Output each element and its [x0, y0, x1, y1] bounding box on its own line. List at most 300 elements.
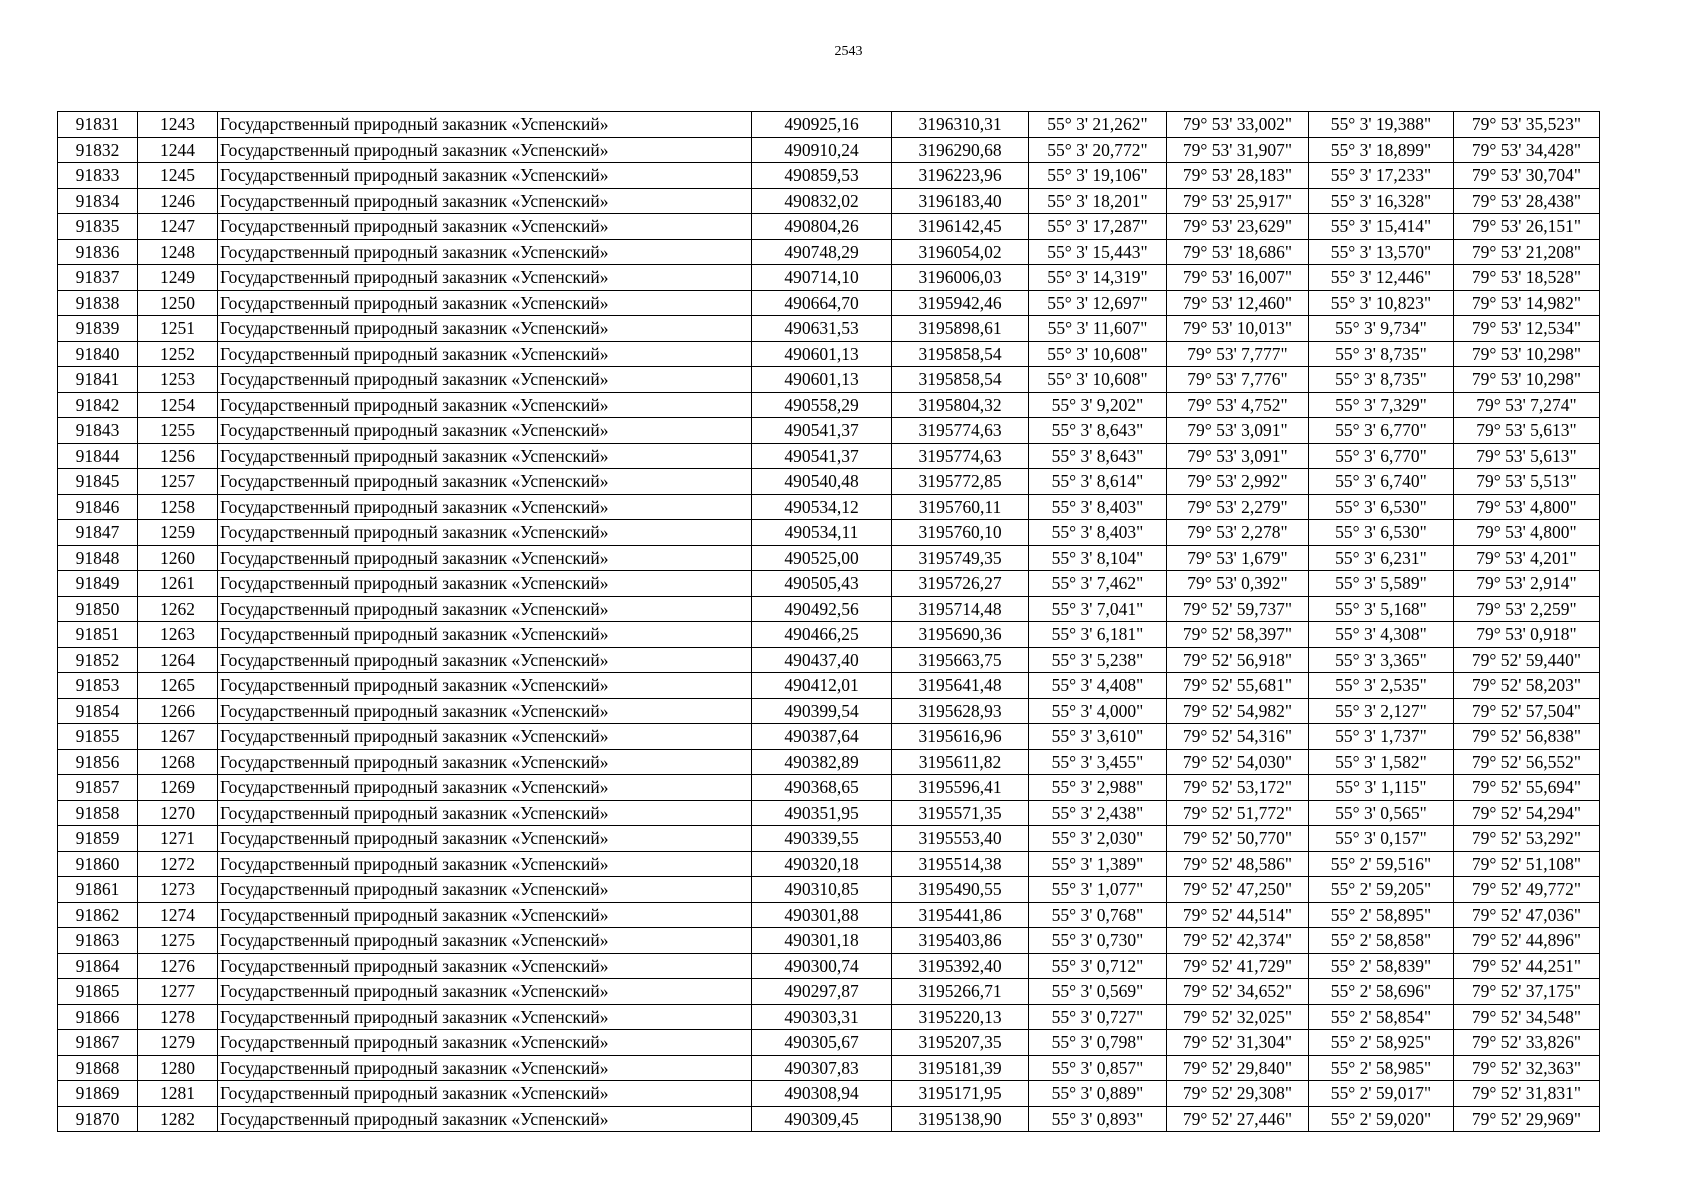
longitude-1-cell: 79° 53' 3,091": [1167, 418, 1309, 444]
row-id-cell: 91861: [58, 877, 138, 903]
latitude-2-cell: 55° 3' 17,233": [1309, 163, 1454, 189]
longitude-2-cell: 79° 52' 44,251": [1454, 953, 1600, 979]
latitude-1-cell: 55° 3' 7,462": [1029, 571, 1167, 597]
object-name-cell: Государственный природный заказник «Успенский»: [218, 1030, 752, 1056]
longitude-2-cell: 79° 53' 5,513": [1454, 469, 1600, 495]
row-id-cell: 91832: [58, 137, 138, 163]
longitude-1-cell: 79° 52' 44,514": [1167, 902, 1309, 928]
object-name-cell: Государственный природный заказник «Успенский»: [218, 647, 752, 673]
longitude-2-cell: 79° 53' 34,428": [1454, 137, 1600, 163]
longitude-2-cell: 79° 52' 33,826": [1454, 1030, 1600, 1056]
x-coordinate-cell: 490351,95: [752, 800, 892, 826]
point-number-cell: 1282: [138, 1106, 218, 1132]
latitude-2-cell: 55° 2' 59,020": [1309, 1106, 1454, 1132]
latitude-1-cell: 55° 3' 0,712": [1029, 953, 1167, 979]
latitude-2-cell: 55° 3' 5,168": [1309, 596, 1454, 622]
table-row: [58, 698, 1600, 724]
latitude-2-cell: 55° 3' 19,388": [1309, 112, 1454, 138]
x-coordinate-cell: 490437,40: [752, 647, 892, 673]
longitude-1-cell: 79° 52' 32,025": [1167, 1004, 1309, 1030]
table-row: [58, 724, 1600, 750]
latitude-1-cell: 55° 3' 0,768": [1029, 902, 1167, 928]
latitude-1-cell: 55° 3' 0,730": [1029, 928, 1167, 954]
latitude-1-cell: 55° 3' 8,403": [1029, 494, 1167, 520]
row-id-cell: 91834: [58, 188, 138, 214]
table-row: [58, 520, 1600, 546]
table-row: [58, 1055, 1600, 1081]
longitude-1-cell: 79° 53' 16,007": [1167, 265, 1309, 291]
latitude-2-cell: 55° 2' 58,854": [1309, 1004, 1454, 1030]
y-coordinate-cell: 3195858,54: [892, 367, 1029, 393]
object-name-cell: Государственный природный заказник «Успенский»: [218, 188, 752, 214]
longitude-2-cell: 79° 52' 57,504": [1454, 698, 1600, 724]
point-number-cell: 1243: [138, 112, 218, 138]
table-row: [58, 622, 1600, 648]
longitude-2-cell: 79° 53' 10,298": [1454, 341, 1600, 367]
point-number-cell: 1253: [138, 367, 218, 393]
point-number-cell: 1268: [138, 749, 218, 775]
latitude-1-cell: 55° 3' 9,202": [1029, 392, 1167, 418]
object-name-cell: Государственный природный заказник «Успенский»: [218, 1081, 752, 1107]
x-coordinate-cell: 490308,94: [752, 1081, 892, 1107]
point-number-cell: 1276: [138, 953, 218, 979]
x-coordinate-cell: 490466,25: [752, 622, 892, 648]
row-id-cell: 91847: [58, 520, 138, 546]
latitude-1-cell: 55° 3' 2,030": [1029, 826, 1167, 852]
y-coordinate-cell: 3195774,63: [892, 443, 1029, 469]
x-coordinate-cell: 490804,26: [752, 214, 892, 240]
point-number-cell: 1269: [138, 775, 218, 801]
y-coordinate-cell: 3196142,45: [892, 214, 1029, 240]
row-id-cell: 91842: [58, 392, 138, 418]
latitude-1-cell: 55° 3' 0,893": [1029, 1106, 1167, 1132]
x-coordinate-cell: 490910,24: [752, 137, 892, 163]
latitude-2-cell: 55° 3' 4,308": [1309, 622, 1454, 648]
latitude-2-cell: 55° 2' 58,985": [1309, 1055, 1454, 1081]
point-number-cell: 1262: [138, 596, 218, 622]
latitude-2-cell: 55° 2' 59,516": [1309, 851, 1454, 877]
latitude-2-cell: 55° 3' 6,530": [1309, 520, 1454, 546]
longitude-1-cell: 79° 53' 1,679": [1167, 545, 1309, 571]
longitude-1-cell: 79° 53' 25,917": [1167, 188, 1309, 214]
row-id-cell: 91863: [58, 928, 138, 954]
object-name-cell: Государственный природный заказник «Успенский»: [218, 469, 752, 495]
object-name-cell: Государственный природный заказник «Успенский»: [218, 265, 752, 291]
longitude-2-cell: 79° 53' 2,914": [1454, 571, 1600, 597]
longitude-2-cell: 79° 53' 10,298": [1454, 367, 1600, 393]
latitude-2-cell: 55° 3' 1,582": [1309, 749, 1454, 775]
point-number-cell: 1255: [138, 418, 218, 444]
row-id-cell: 91860: [58, 851, 138, 877]
latitude-1-cell: 55° 3' 0,798": [1029, 1030, 1167, 1056]
object-name-cell: Государственный природный заказник «Успенский»: [218, 316, 752, 342]
longitude-1-cell: 79° 53' 2,279": [1167, 494, 1309, 520]
latitude-1-cell: 55° 3' 8,403": [1029, 520, 1167, 546]
longitude-2-cell: 79° 52' 54,294": [1454, 800, 1600, 826]
latitude-1-cell: 55° 3' 10,608": [1029, 341, 1167, 367]
row-id-cell: 91866: [58, 1004, 138, 1030]
x-coordinate-cell: 490859,53: [752, 163, 892, 189]
x-coordinate-cell: 490664,70: [752, 290, 892, 316]
point-number-cell: 1261: [138, 571, 218, 597]
latitude-2-cell: 55° 3' 5,589": [1309, 571, 1454, 597]
latitude-1-cell: 55° 3' 10,608": [1029, 367, 1167, 393]
y-coordinate-cell: 3195441,86: [892, 902, 1029, 928]
longitude-1-cell: 79° 52' 51,772": [1167, 800, 1309, 826]
latitude-1-cell: 55° 3' 11,607": [1029, 316, 1167, 342]
y-coordinate-cell: 3195171,95: [892, 1081, 1029, 1107]
longitude-2-cell: 79° 53' 35,523": [1454, 112, 1600, 138]
y-coordinate-cell: 3196054,02: [892, 239, 1029, 265]
latitude-1-cell: 55° 3' 3,610": [1029, 724, 1167, 750]
longitude-2-cell: 79° 52' 53,292": [1454, 826, 1600, 852]
table-row: [58, 239, 1600, 265]
x-coordinate-cell: 490303,31: [752, 1004, 892, 1030]
y-coordinate-cell: 3195942,46: [892, 290, 1029, 316]
latitude-2-cell: 55° 3' 13,570": [1309, 239, 1454, 265]
point-number-cell: 1259: [138, 520, 218, 546]
table-row: [58, 953, 1600, 979]
longitude-2-cell: 79° 52' 44,896": [1454, 928, 1600, 954]
table-row: [58, 494, 1600, 520]
point-number-cell: 1250: [138, 290, 218, 316]
longitude-1-cell: 79° 53' 12,460": [1167, 290, 1309, 316]
x-coordinate-cell: 490412,01: [752, 673, 892, 699]
longitude-1-cell: 79° 52' 47,250": [1167, 877, 1309, 903]
x-coordinate-cell: 490505,43: [752, 571, 892, 597]
latitude-1-cell: 55° 3' 0,569": [1029, 979, 1167, 1005]
y-coordinate-cell: 3195207,35: [892, 1030, 1029, 1056]
y-coordinate-cell: 3195553,40: [892, 826, 1029, 852]
latitude-1-cell: 55° 3' 4,408": [1029, 673, 1167, 699]
x-coordinate-cell: 490601,13: [752, 367, 892, 393]
longitude-2-cell: 79° 53' 7,274": [1454, 392, 1600, 418]
page-number: 2543: [834, 44, 863, 59]
x-coordinate-cell: 490320,18: [752, 851, 892, 877]
latitude-2-cell: 55° 3' 18,899": [1309, 137, 1454, 163]
y-coordinate-cell: 3196183,40: [892, 188, 1029, 214]
x-coordinate-cell: 490540,48: [752, 469, 892, 495]
table-row: [58, 545, 1600, 571]
table-row: [58, 800, 1600, 826]
y-coordinate-cell: 3195714,48: [892, 596, 1029, 622]
row-id-cell: 91858: [58, 800, 138, 826]
object-name-cell: Государственный природный заказник «Успенский»: [218, 571, 752, 597]
y-coordinate-cell: 3195490,55: [892, 877, 1029, 903]
object-name-cell: Государственный природный заказник «Успенский»: [218, 163, 752, 189]
y-coordinate-cell: 3195663,75: [892, 647, 1029, 673]
x-coordinate-cell: 490925,16: [752, 112, 892, 138]
table-row: [58, 1030, 1600, 1056]
object-name-cell: Государственный природный заказник «Успенский»: [218, 877, 752, 903]
point-number-cell: 1274: [138, 902, 218, 928]
y-coordinate-cell: 3195596,41: [892, 775, 1029, 801]
point-number-cell: 1244: [138, 137, 218, 163]
object-name-cell: Государственный природный заказник «Успенский»: [218, 622, 752, 648]
object-name-cell: Государственный природный заказник «Успенский»: [218, 545, 752, 571]
point-number-cell: 1271: [138, 826, 218, 852]
longitude-1-cell: 79° 53' 10,013": [1167, 316, 1309, 342]
x-coordinate-cell: 490534,12: [752, 494, 892, 520]
latitude-1-cell: 55° 3' 0,727": [1029, 1004, 1167, 1030]
longitude-2-cell: 79° 53' 14,982": [1454, 290, 1600, 316]
latitude-2-cell: 55° 2' 58,858": [1309, 928, 1454, 954]
object-name-cell: Государственный природный заказник «Успенский»: [218, 902, 752, 928]
point-number-cell: 1246: [138, 188, 218, 214]
longitude-1-cell: 79° 52' 55,681": [1167, 673, 1309, 699]
latitude-1-cell: 55° 3' 7,041": [1029, 596, 1167, 622]
table-row: [58, 749, 1600, 775]
y-coordinate-cell: 3195628,93: [892, 698, 1029, 724]
latitude-2-cell: 55° 3' 1,115": [1309, 775, 1454, 801]
x-coordinate-cell: 490399,54: [752, 698, 892, 724]
object-name-cell: Государственный природный заказник «Успенский»: [218, 928, 752, 954]
latitude-2-cell: 55° 3' 6,530": [1309, 494, 1454, 520]
table-row: [58, 469, 1600, 495]
x-coordinate-cell: 490368,65: [752, 775, 892, 801]
latitude-1-cell: 55° 3' 3,455": [1029, 749, 1167, 775]
x-coordinate-cell: 490301,88: [752, 902, 892, 928]
longitude-2-cell: 79° 53' 5,613": [1454, 443, 1600, 469]
row-id-cell: 91837: [58, 265, 138, 291]
object-name-cell: Государственный природный заказник «Успенский»: [218, 1004, 752, 1030]
x-coordinate-cell: 490714,10: [752, 265, 892, 291]
longitude-2-cell: 79° 53' 26,151": [1454, 214, 1600, 240]
latitude-2-cell: 55° 3' 6,770": [1309, 443, 1454, 469]
longitude-1-cell: 79° 52' 54,316": [1167, 724, 1309, 750]
y-coordinate-cell: 3195898,61: [892, 316, 1029, 342]
object-name-cell: Государственный природный заказник «Успенский»: [218, 214, 752, 240]
longitude-1-cell: 79° 52' 58,397": [1167, 622, 1309, 648]
y-coordinate-cell: 3195641,48: [892, 673, 1029, 699]
table-row: [58, 367, 1600, 393]
table-row: [58, 673, 1600, 699]
latitude-2-cell: 55° 2' 58,696": [1309, 979, 1454, 1005]
latitude-1-cell: 55° 3' 1,077": [1029, 877, 1167, 903]
latitude-2-cell: 55° 3' 15,414": [1309, 214, 1454, 240]
row-id-cell: 91843: [58, 418, 138, 444]
point-number-cell: 1264: [138, 647, 218, 673]
x-coordinate-cell: 490492,56: [752, 596, 892, 622]
row-id-cell: 91844: [58, 443, 138, 469]
row-id-cell: 91848: [58, 545, 138, 571]
latitude-2-cell: 55° 2' 59,017": [1309, 1081, 1454, 1107]
table-row: [58, 826, 1600, 852]
row-id-cell: 91851: [58, 622, 138, 648]
latitude-2-cell: 55° 2' 59,205": [1309, 877, 1454, 903]
row-id-cell: 91853: [58, 673, 138, 699]
point-number-cell: 1279: [138, 1030, 218, 1056]
y-coordinate-cell: 3195220,13: [892, 1004, 1029, 1030]
latitude-2-cell: 55° 2' 58,839": [1309, 953, 1454, 979]
longitude-1-cell: 79° 52' 59,737": [1167, 596, 1309, 622]
longitude-2-cell: 79° 53' 4,800": [1454, 494, 1600, 520]
x-coordinate-cell: 490382,89: [752, 749, 892, 775]
row-id-cell: 91841: [58, 367, 138, 393]
latitude-2-cell: 55° 3' 12,446": [1309, 265, 1454, 291]
row-id-cell: 91838: [58, 290, 138, 316]
longitude-1-cell: 79° 53' 31,907": [1167, 137, 1309, 163]
latitude-1-cell: 55° 3' 12,697": [1029, 290, 1167, 316]
point-number-cell: 1260: [138, 545, 218, 571]
row-id-cell: 91839: [58, 316, 138, 342]
longitude-2-cell: 79° 53' 4,201": [1454, 545, 1600, 571]
table-row: [58, 112, 1600, 138]
longitude-2-cell: 79° 53' 21,208": [1454, 239, 1600, 265]
object-name-cell: Государственный природный заказник «Успенский»: [218, 341, 752, 367]
x-coordinate-cell: 490534,11: [752, 520, 892, 546]
latitude-2-cell: 55° 3' 6,740": [1309, 469, 1454, 495]
row-id-cell: 91857: [58, 775, 138, 801]
latitude-1-cell: 55° 3' 6,181": [1029, 622, 1167, 648]
table-row: [58, 877, 1600, 903]
table-row: [58, 392, 1600, 418]
point-number-cell: 1267: [138, 724, 218, 750]
row-id-cell: 91833: [58, 163, 138, 189]
table-row: [58, 775, 1600, 801]
longitude-2-cell: 79° 53' 2,259": [1454, 596, 1600, 622]
object-name-cell: Государственный природный заказник «Успенский»: [218, 1055, 752, 1081]
x-coordinate-cell: 490297,87: [752, 979, 892, 1005]
latitude-1-cell: 55° 3' 21,262": [1029, 112, 1167, 138]
point-number-cell: 1254: [138, 392, 218, 418]
y-coordinate-cell: 3195774,63: [892, 418, 1029, 444]
latitude-1-cell: 55° 3' 18,201": [1029, 188, 1167, 214]
point-number-cell: 1249: [138, 265, 218, 291]
object-name-cell: Государственный природный заказник «Успенский»: [218, 443, 752, 469]
latitude-2-cell: 55° 2' 58,895": [1309, 902, 1454, 928]
longitude-2-cell: 79° 52' 31,831": [1454, 1081, 1600, 1107]
x-coordinate-cell: 490301,18: [752, 928, 892, 954]
y-coordinate-cell: 3195772,85: [892, 469, 1029, 495]
y-coordinate-cell: 3196006,03: [892, 265, 1029, 291]
point-number-cell: 1277: [138, 979, 218, 1005]
table-row: [58, 188, 1600, 214]
longitude-2-cell: 79° 53' 30,704": [1454, 163, 1600, 189]
y-coordinate-cell: 3195726,27: [892, 571, 1029, 597]
x-coordinate-cell: 490525,00: [752, 545, 892, 571]
point-number-cell: 1248: [138, 239, 218, 265]
longitude-2-cell: 79° 52' 29,969": [1454, 1106, 1600, 1132]
longitude-2-cell: 79° 53' 28,438": [1454, 188, 1600, 214]
longitude-1-cell: 79° 52' 34,652": [1167, 979, 1309, 1005]
latitude-2-cell: 55° 3' 3,365": [1309, 647, 1454, 673]
y-coordinate-cell: 3196223,96: [892, 163, 1029, 189]
table-row: [58, 418, 1600, 444]
longitude-1-cell: 79° 53' 7,776": [1167, 367, 1309, 393]
longitude-2-cell: 79° 53' 0,918": [1454, 622, 1600, 648]
longitude-1-cell: 79° 52' 48,586": [1167, 851, 1309, 877]
point-number-cell: 1251: [138, 316, 218, 342]
row-id-cell: 91831: [58, 112, 138, 138]
object-name-cell: Государственный природный заказник «Успенский»: [218, 673, 752, 699]
x-coordinate-cell: 490305,67: [752, 1030, 892, 1056]
object-name-cell: Государственный природный заказник «Успенский»: [218, 418, 752, 444]
longitude-1-cell: 79° 52' 41,729": [1167, 953, 1309, 979]
longitude-2-cell: 79° 53' 12,534": [1454, 316, 1600, 342]
longitude-2-cell: 79° 52' 47,036": [1454, 902, 1600, 928]
longitude-1-cell: 79° 52' 31,304": [1167, 1030, 1309, 1056]
x-coordinate-cell: 490541,37: [752, 443, 892, 469]
longitude-1-cell: 79° 53' 7,777": [1167, 341, 1309, 367]
table-row: [58, 265, 1600, 291]
latitude-2-cell: 55° 3' 6,770": [1309, 418, 1454, 444]
longitude-1-cell: 79° 52' 54,982": [1167, 698, 1309, 724]
latitude-2-cell: 55° 3' 16,328": [1309, 188, 1454, 214]
y-coordinate-cell: 3195616,96: [892, 724, 1029, 750]
object-name-cell: Государственный природный заказник «Успенский»: [218, 724, 752, 750]
latitude-2-cell: 55° 3' 1,737": [1309, 724, 1454, 750]
object-name-cell: Государственный природный заказник «Успенский»: [218, 1106, 752, 1132]
row-id-cell: 91845: [58, 469, 138, 495]
latitude-1-cell: 55° 3' 8,643": [1029, 443, 1167, 469]
y-coordinate-cell: 3195690,36: [892, 622, 1029, 648]
latitude-1-cell: 55° 3' 17,287": [1029, 214, 1167, 240]
y-coordinate-cell: 3195392,40: [892, 953, 1029, 979]
longitude-1-cell: 79° 52' 29,308": [1167, 1081, 1309, 1107]
latitude-1-cell: 55° 3' 4,000": [1029, 698, 1167, 724]
point-number-cell: 1258: [138, 494, 218, 520]
longitude-1-cell: 79° 52' 53,172": [1167, 775, 1309, 801]
longitude-1-cell: 79° 52' 50,770": [1167, 826, 1309, 852]
object-name-cell: Государственный природный заказник «Успенский»: [218, 851, 752, 877]
longitude-2-cell: 79° 52' 58,203": [1454, 673, 1600, 699]
object-name-cell: Государственный природный заказник «Успенский»: [218, 239, 752, 265]
latitude-2-cell: 55° 3' 0,565": [1309, 800, 1454, 826]
row-id-cell: 91854: [58, 698, 138, 724]
longitude-2-cell: 79° 52' 32,363": [1454, 1055, 1600, 1081]
table-row: [58, 1004, 1600, 1030]
latitude-2-cell: 55° 2' 58,925": [1309, 1030, 1454, 1056]
row-id-cell: 91869: [58, 1081, 138, 1107]
latitude-2-cell: 55° 3' 10,823": [1309, 290, 1454, 316]
longitude-2-cell: 79° 52' 59,440": [1454, 647, 1600, 673]
object-name-cell: Государственный природный заказник «Успенский»: [218, 749, 752, 775]
y-coordinate-cell: 3195760,10: [892, 520, 1029, 546]
x-coordinate-cell: 490748,29: [752, 239, 892, 265]
object-name-cell: Государственный природный заказник «Успенский»: [218, 392, 752, 418]
point-number-cell: 1266: [138, 698, 218, 724]
x-coordinate-cell: 490307,83: [752, 1055, 892, 1081]
latitude-1-cell: 55° 3' 0,889": [1029, 1081, 1167, 1107]
point-number-cell: 1256: [138, 443, 218, 469]
longitude-1-cell: 79° 52' 42,374": [1167, 928, 1309, 954]
longitude-1-cell: 79° 53' 2,278": [1167, 520, 1309, 546]
point-number-cell: 1252: [138, 341, 218, 367]
longitude-2-cell: 79° 52' 49,772": [1454, 877, 1600, 903]
object-name-cell: Государственный природный заказник «Успенский»: [218, 596, 752, 622]
y-coordinate-cell: 3195514,38: [892, 851, 1029, 877]
longitude-2-cell: 79° 53' 5,613": [1454, 418, 1600, 444]
object-name-cell: Государственный природный заказник «Успенский»: [218, 979, 752, 1005]
latitude-1-cell: 55° 3' 8,643": [1029, 418, 1167, 444]
row-id-cell: 91835: [58, 214, 138, 240]
x-coordinate-cell: 490387,64: [752, 724, 892, 750]
table-row: [58, 851, 1600, 877]
row-id-cell: 91855: [58, 724, 138, 750]
latitude-2-cell: 55° 3' 9,734": [1309, 316, 1454, 342]
x-coordinate-cell: 490541,37: [752, 418, 892, 444]
y-coordinate-cell: 3195749,35: [892, 545, 1029, 571]
object-name-cell: Государственный природный заказник «Успенский»: [218, 290, 752, 316]
latitude-2-cell: 55° 3' 6,231": [1309, 545, 1454, 571]
longitude-1-cell: 79° 53' 18,686": [1167, 239, 1309, 265]
longitude-1-cell: 79° 52' 29,840": [1167, 1055, 1309, 1081]
x-coordinate-cell: 490601,13: [752, 341, 892, 367]
point-number-cell: 1278: [138, 1004, 218, 1030]
object-name-cell: Государственный природный заказник «Успенский»: [218, 698, 752, 724]
table-row: [58, 443, 1600, 469]
